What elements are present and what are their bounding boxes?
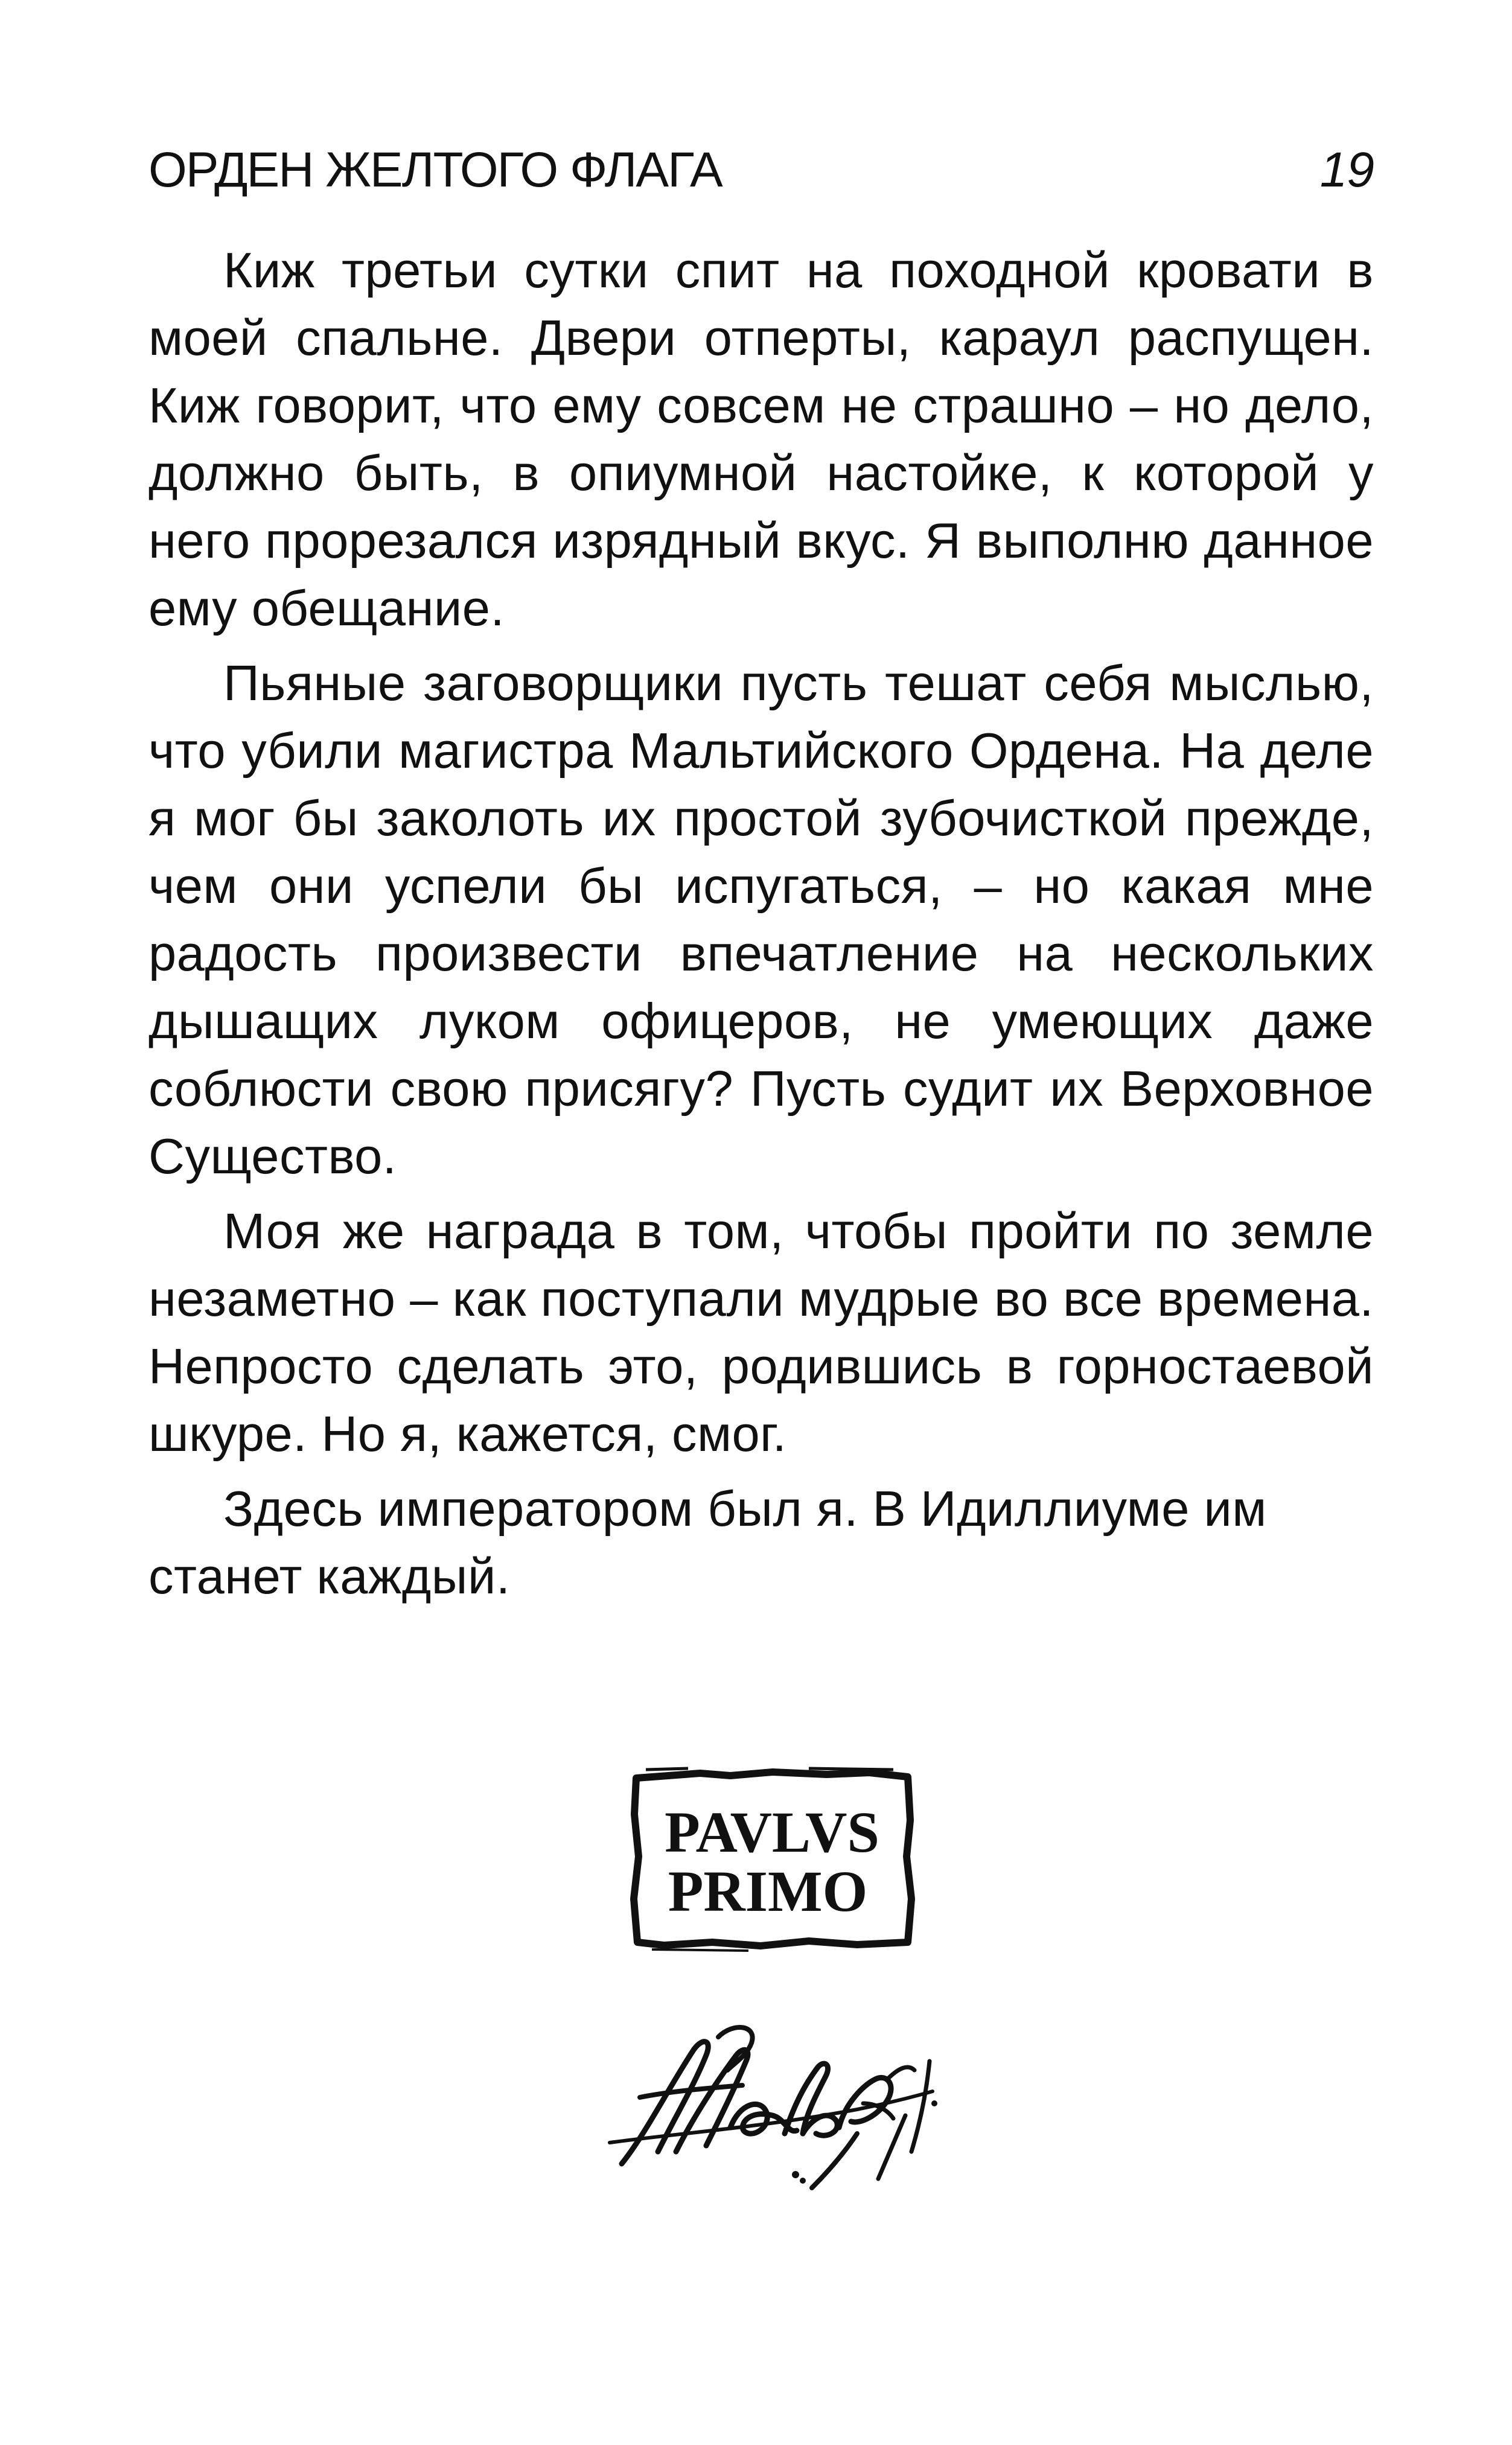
paragraph-4: Здесь императором был я. В Идиллиуме им станет каждый. [148, 1481, 1267, 1604]
handwritten-signature-icon [604, 2013, 942, 2194]
paragraph-3: Моя же награда в том, чтобы пройти по земле незаметно – как поступали мудрые во все времена. Непросто сделать это, родившись в горностаевой шкуре. Но я, кажется, смог. [148, 1203, 1374, 1462]
seal-stamp [628, 1766, 916, 1953]
stamp-line-2: PRIMO [668, 1859, 868, 1924]
paragraph-2: Пьяные заговорщики пусть тешат себя мыслью, что убили магистра Мальтийского Ордена. На деле я мог бы заколоть их простой зубочисткой прежде, чем они успели бы испугаться, – но какая мне радость произвести впечатление на нескольких дышащих луком офицеров, не умеющих даже соблюсти свою присягу? Пусть судит их Верховное Существо. [148, 655, 1374, 1184]
running-head [148, 134, 1374, 206]
body-text [148, 237, 1374, 1618]
signature-icon [604, 2013, 942, 2194]
stamp-graphic [628, 1766, 916, 1953]
paragraph-1: Киж третьи сутки спит на походной кровати в моей спальне. Двери отперты, караул распущен. Киж говорит, что ему совсем не страшно – но дело, должно быть, в опиумной настойке, к которой у него прорезался изрядный вкус. Я выполню данное ему обещание. [148, 242, 1374, 636]
page-number: 19 [1319, 142, 1374, 197]
running-title: ОРДЕН ЖЕЛТОГО ФЛАГА [148, 142, 722, 197]
stamp-line-1: PAVLVS [665, 1800, 879, 1864]
